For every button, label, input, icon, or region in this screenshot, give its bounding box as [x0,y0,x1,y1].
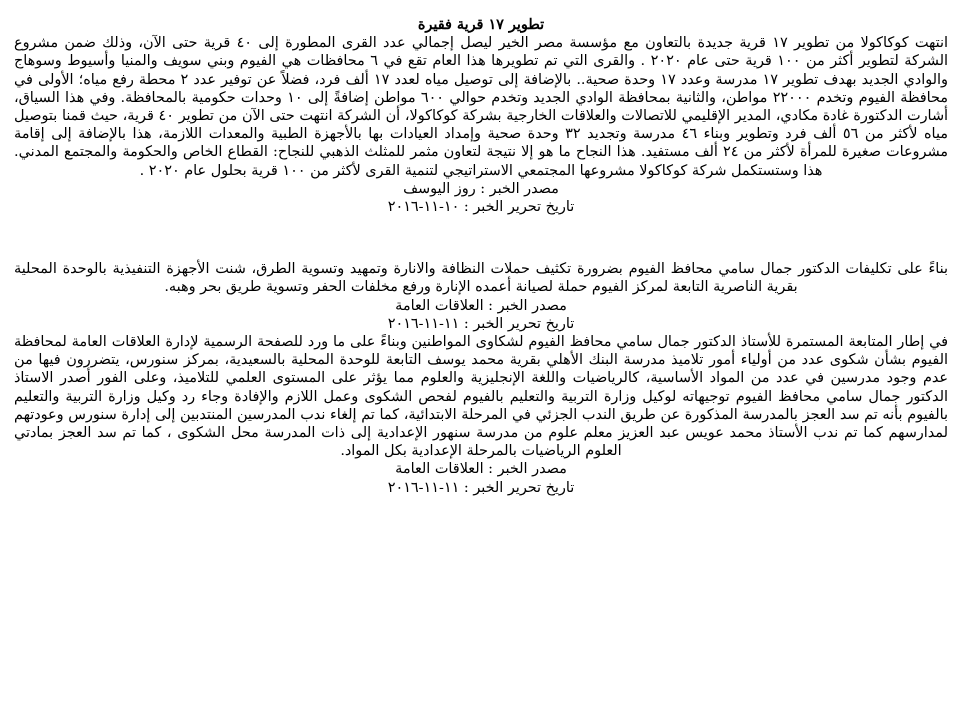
article-date: تاريخ تحرير الخبر : ١١-١١-٢٠١٦ [387,479,575,496]
article-school-complaint [14,333,948,497]
article-source: مصدر الخبر : العلاقات العامة [395,297,567,314]
article-body: انتهت كوكاكولا من تطوير ١٧ قرية جديدة بالتعاون مع مؤسسة مصر الخير ليصل إجمالي عدد القرى المطورة إلى ٤٠ قرية حتى الآن، وذلك ضمن مشروع الشركة لتطوير أكثر من ١٠٠ قرية حتى عام ٢٠٢٠ . والقرى التي تم تطويرها هذا العام تقع في ٦ محافظات هي الفيوم وبني سويف والمنيا وأسيوط وسوهاج والوادي الجديد بهدف تطوير ١٧ مدرسة وعدد ١٧ وحدة صحية.. بالإضافة إلى توصيل مياه لعدد ١٧ ألف فرد، فضلاً عن توفير عدد ٢ محطة رفع مياه؛ الأولى في محافظة الفيوم وتخدم ٢٢٠٠٠ مواطن، والثانية بمحافظة الوادي الجديد وتخدم حوالي ٦٠٠ مواطن إضافةً إلى ١٠ وحدات حكومية بالمحافظة. وفي هذا السياق، أشارت الدكتورة غادة مكادي، المدير الإقليمي للاتصالات والعلاقات الخارجية بشركة كوكاكولا، أن الشركة انتهت حتى الآن من تطوير ٤٠ قرية، حيث قمنا بتوصيل مياه لأكثر من ٥٦ ألف فرد وتطوير وبناء ٤٦ مدرسة وتجديد ٣٢ وحدة صحية وإمداد العيادات بها بالأجهزة الطبية والمعدات اللازمة، هذا بالإضافة إلى إقامة مشروعات صغيرة للمرأة لأكثر من ٢٤ ألف مستفيد. هذا النجاح ما هو إلا نتيجة لتعاون مثمر للمثلث الذهبي للنجاح: القطاع الخاص والحكومة والمجتمع المدني. هذا وستستكمل شركة كوكاكولا مشروعها المجتمعي الاستراتيجي لتنمية القرى لأكثر من ١٠٠ قرية بحلول عام ٢٠٢٠ . [14,35,949,179]
article-title: تطوير ١٧ قرية فقيرة [417,16,545,33]
article-date: تاريخ تحرير الخبر : ١٠-١١-٢٠١٦ [387,199,575,216]
article-source: مصدر الخبر : العلاقات العامة [395,461,567,478]
section-spacer [14,216,948,260]
document-page [14,16,948,497]
article-village-development [14,16,948,216]
article-body: بناءً على تكليفات الدكتور جمال سامي محافظ الفيوم بضرورة تكثيف حملات النظافة والانارة وتمهيد وتسوية الطرق، شنت الأجهزة التنفيذية بالوحدة المحلية بقرية الناصرية التابعة لمركز الفيوم حملة لصيانة أعمده الإنارة ورفع مخلفات الحفر وتسوية طريق بحر وهبه. [14,261,948,296]
article-source: مصدر الخبر : روز اليوسف [403,180,559,197]
article-body: في إطار المتابعة المستمرة للأستاذ الدكتور جمال سامي محافظ الفيوم لشكاوى المواطنين وبناءً على ما ورد للصفحة الرسمية لإدارة العلاقات العامة لمحافظة الفيوم بشأن شكوى عدد من أولياء أمور تلاميذ مدرسة البنك الأهلي بقرية محمد يوسف التابعة للوحدة المحلية بالسعيدية، بمركز سنورس، يتضررون فيها من عدم وجود مدرسين في عدد من المواد الأساسية، كالرياضيات واللغة الإنجليزية والعلوم مما يؤثر على المستوى العلمي للتلاميذ، وعلى الفور أصدر الاستاذ الدكتور جمال سامي محافظ الفيوم توجيهاته لوكيل وزارة التربية والتعليم بالفيوم لفحص الشكوى وعمل اللازم والإفادة وجاء رد وكيل وزارة التربية والتعليم بالفيوم بأنه تم سد العجز بالمدرسة المذكورة عن طريق الندب الجزئي في المرحلة الابتدائية، كما تم إلغاء ندب المدرسين المنتدبين إلى إدارة سنورس وعودتهم لمدارسهم كما تم ندب الأستاذ محمد عويس عبد العزيز معلم علوم من مدرسة سنهور الإعدادية إلى ذات المدرسة محل الشكوى ، كما تم سد العجز بمادتي العلوم الرياضيات بالمرحلة الإعدادية بكل المواد. [14,334,948,460]
article-date: تاريخ تحرير الخبر : ١١-١١-٢٠١٦ [387,315,575,332]
article-nasiriya-campaign [14,260,948,333]
